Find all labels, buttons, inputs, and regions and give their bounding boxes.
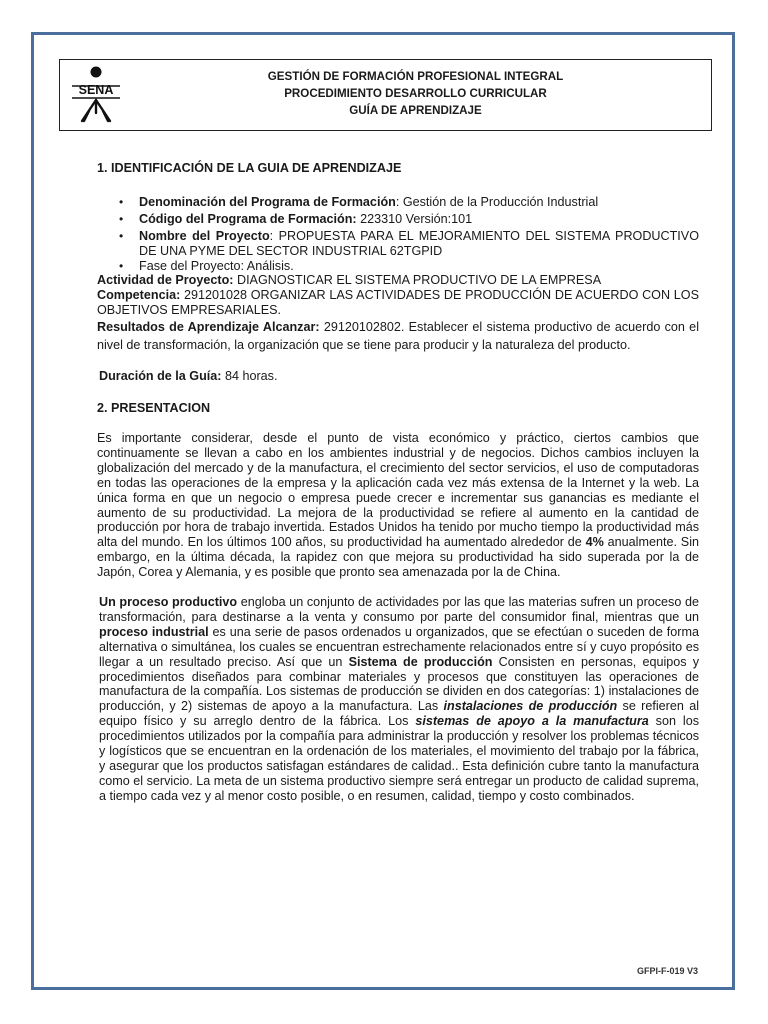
presentacion-paragraph-2: Un proceso productivo engloba un conjunto de actividades por las que las materias sufren un proceso de transformación, para destinarse a la venta y consumo por parte del consumidor final, mientras que un proceso industrial es una serie de pasos ordenados u organizados, que se efectúan o suceden de forma alternativa o simultánea, los cuales se encuentran estrechamente relacionados entre sí y cuyo propósito es llegar a un resultado preciso. Así que un Sistema de producción Consisten en personas, equipos y procedimientos diseñados para combinar materiales y procesos que constituyen las operaciones de manufactura de la compañía. Los sistemas de producción se dividen en dos categorías: 1) instalaciones de producción, y 2) sistemas de apoyo a la manufactura. Las instalaciones de producción se refieren al equipo físico y su arreglo dentro de la fábrica. Los sistemas de apoyo a la manufactura son los procedimientos utilizados por la compañía para administrar la producción y resolver los problemas técnicos y logísticos que se encuentran en la ordenación de los materiales, el movimiento del trabajo por la fábrica, y asegurar que los productos satisfagan estándares de calidad.. Esta definición cubre tanto la manufactura como el servicio. La meta de un sistema productivo siempre será entregar un producto de calidad suprema, a tiempo cada vez y al menor costo posible, o en resumen, calidad, tiempo y costo combinados. [99,595,700,803]
sena-logo-icon [68,65,124,123]
section-1-title: 1. IDENTIFICACIÓN DE LA GUIA DE APRENDIZAJE [97,161,402,175]
competencia-line: Competencia: 291201028 ORGANIZAR LAS ACTIVIDADES DE PRODUCCIÓN DE ACUERDO CON LOS OBJETIVOS EMPRESARIALES. [97,288,699,318]
actividad-line: Actividad de Proyecto: DIAGNOSTICAR EL SISTEMA PRODUCTIVO DE LA EMPRESA [97,273,602,288]
identification-list [97,195,699,274]
resultados-line: Resultados de Aprendizaje Alcanzar: 29120102802. Establecer el sistema productivo de acuerdo con el nivel de transformación, la organización que se tiene para producir y la naturaleza del producto. [97,320,699,353]
list-item: • Denominación del Programa de Formación: Gestión de la Producción Industrial [119,194,599,209]
header-line-2: PROCEDIMIENTO DESARROLLO CURRICULAR [284,87,547,100]
logo-text: SENA [78,83,114,97]
header-line-3: GUÍA DE APRENDIZAJE [349,104,482,117]
list-item: • Código del Programa de Formación: 223310 Versión:101 [119,211,473,226]
document-header [59,59,712,131]
duracion-line: Duración de la Guía: 84 horas. [99,369,278,384]
document-body [97,161,699,804]
section-2-title: 2. PRESENTACION [97,401,211,416]
list-item: • Nombre del Proyecto: PROPUESTA PARA EL MEJORAMIENTO DEL SISTEMA PRODUCTIVO DE UNA PYME DEL SECTOR INDUSTRIAL 62TGPID [119,228,700,258]
header-line-1: GESTIÓN DE FORMACIÓN PROFESIONAL INTEGRAL [267,70,564,83]
form-code: GFPI-F-019 V3 [636,966,698,976]
presentacion-paragraph-1: Es importante considerar, desde el punto de vista económico y práctico, ciertos cambios que continuamente se llevan a cabo en los ambientes industrial y de negocios. Dichos cambios incluyen la globalización del mercado y de la manufactura, el crecimiento del sector servicios, el uso de computadoras en todas las operaciones de la empresa y la aplicación cada vez más extensa de la Internet y la web. La única forma en que un negocio o empresa puede crecer e incrementar sus ganancias es mediante el aumento de su productividad. La mejora de la productividad se refiere al aumento en la cantidad de producción por hora de trabajo invertida. Estados Unidos ha tenido por mucho tiempo la productividad más alta del mundo. En los últimos 100 años, su productividad ha aumentado alrededor de 4% anualmente. Sin embargo, en la última década, la rapidez con que mejora su productividad ha sido superada por la de Japón, Corea y Alemania, y es posible que pronto sea amenazada por la de China. [97,430,699,580]
list-item: • Fase del Proyecto: Análisis. [119,258,294,273]
